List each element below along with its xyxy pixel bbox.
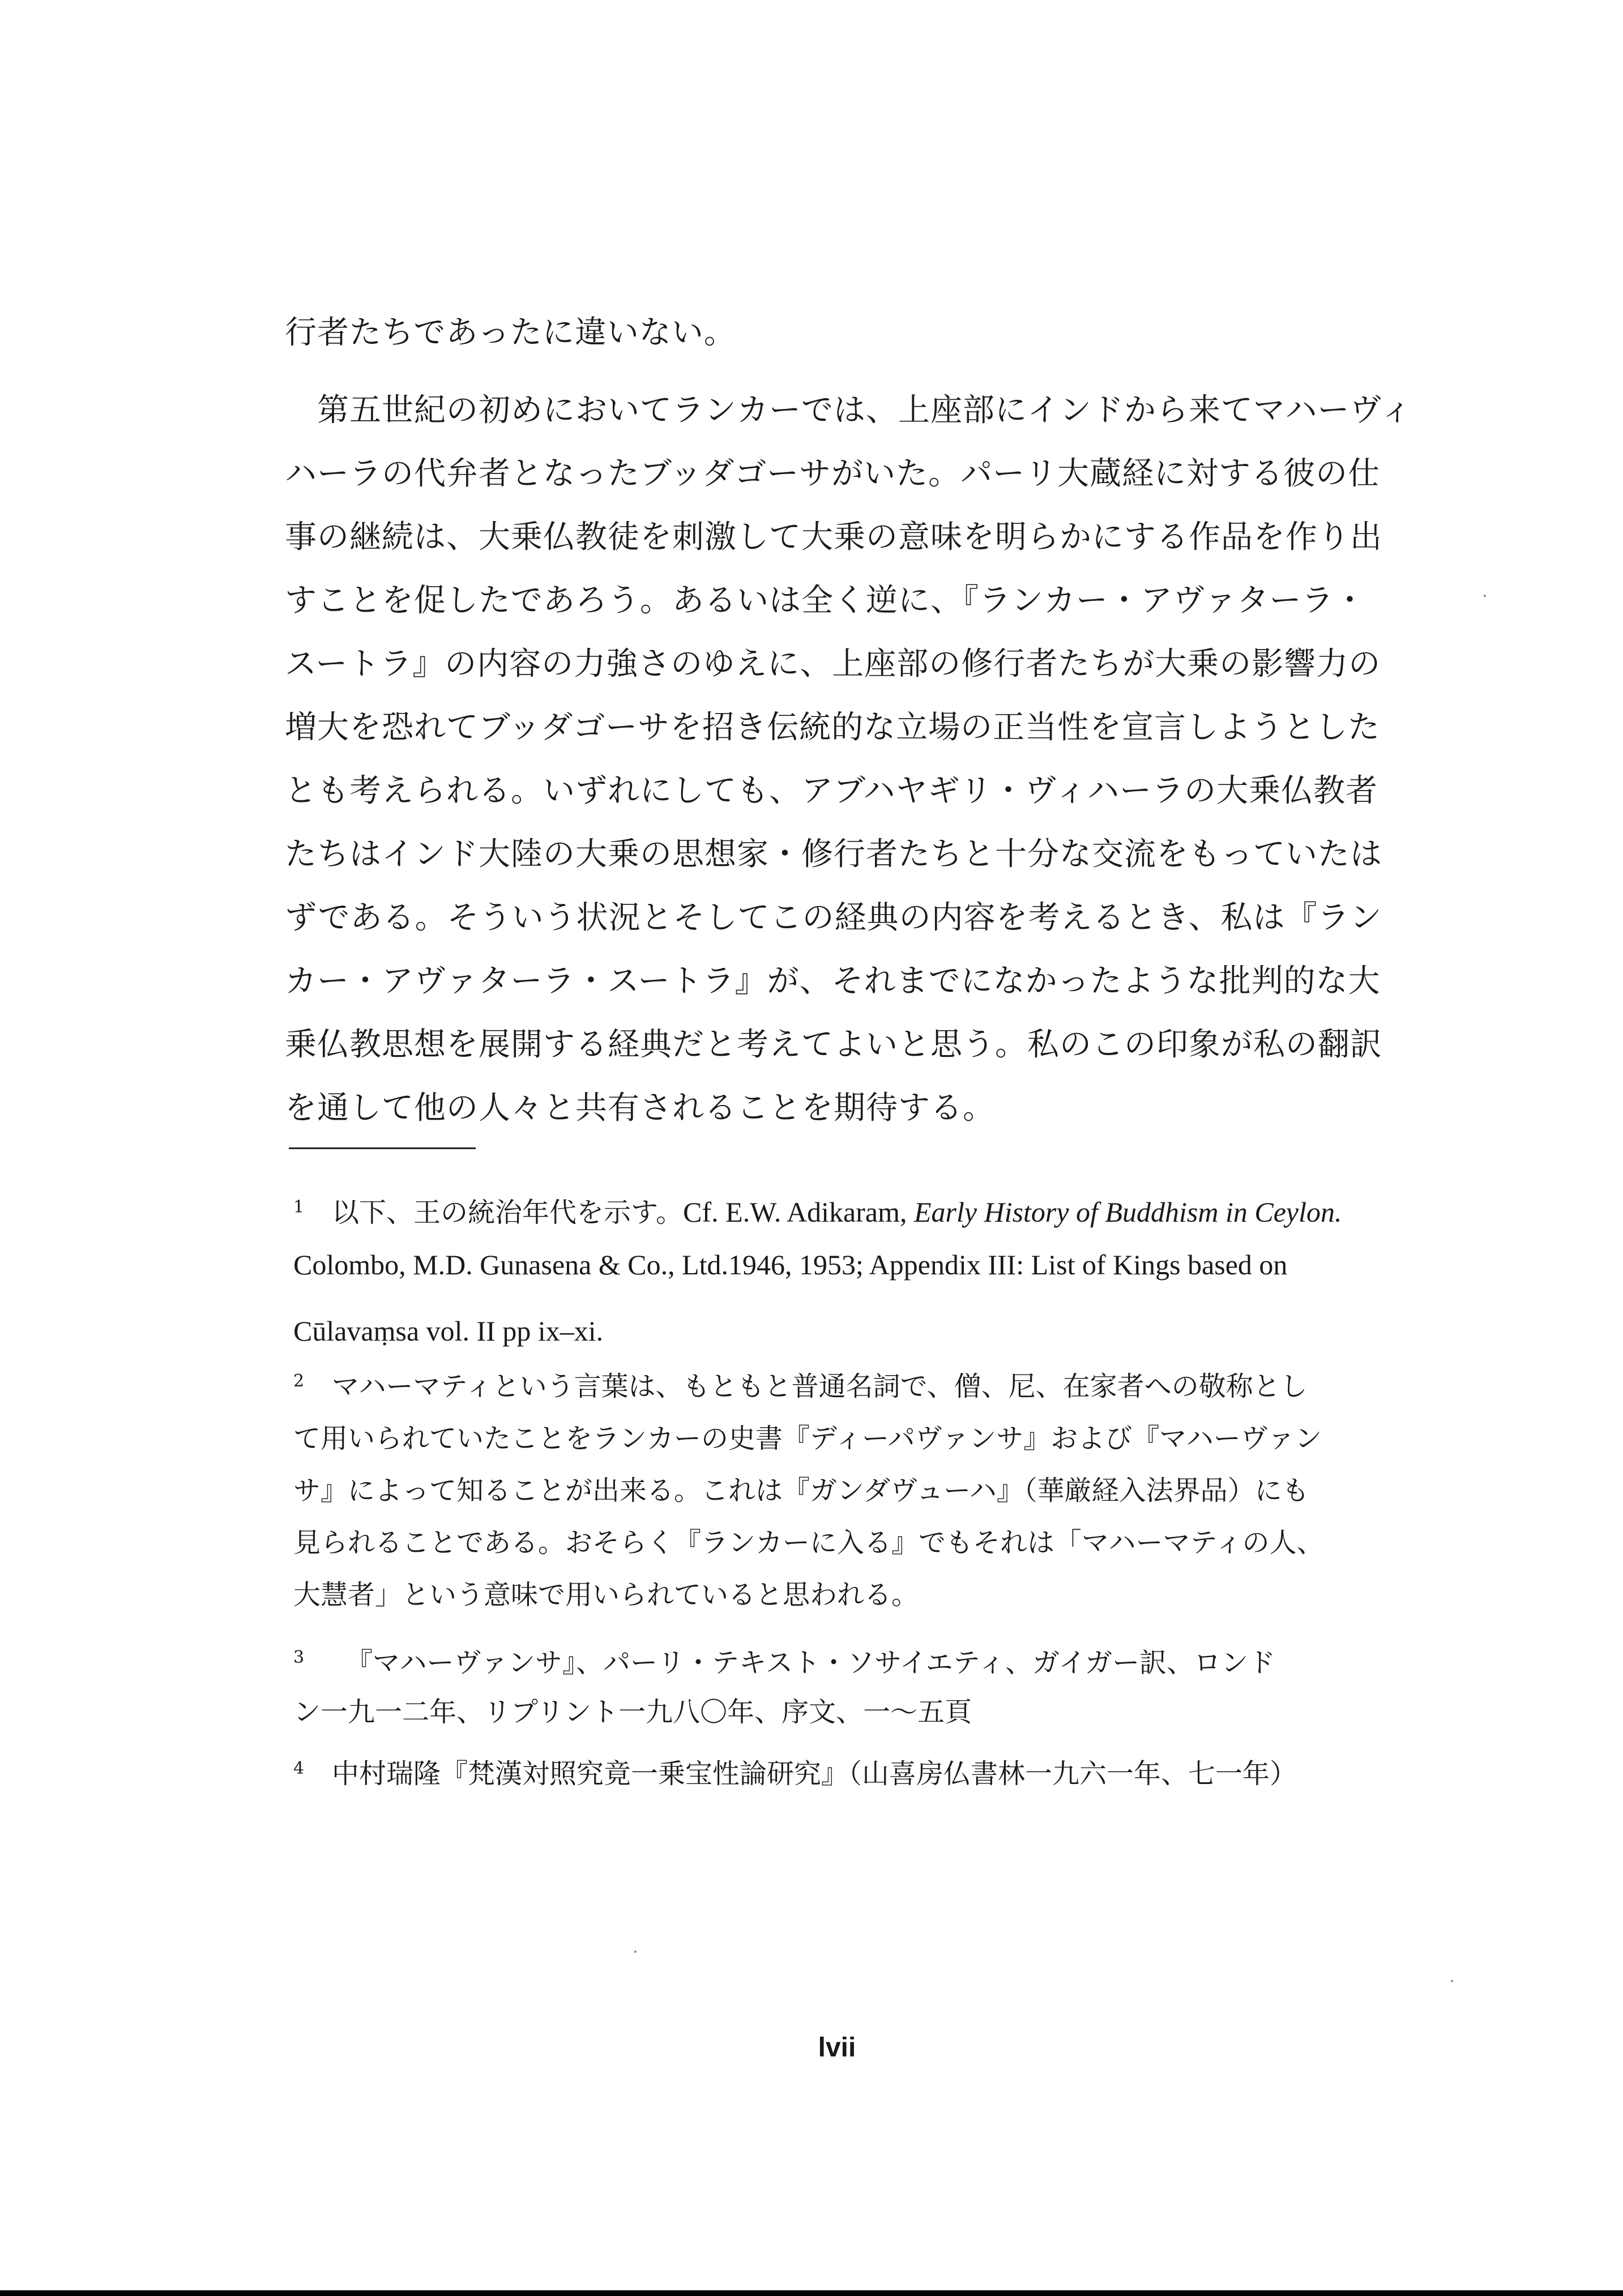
- page-number: lvii: [818, 2033, 856, 2063]
- body-line-5: すことを促したであろう。あるいは全く逆に、『ランカー・アヴァターラ・: [285, 582, 1366, 619]
- footnote-2: [293, 1369, 1386, 1407]
- scan-edge-bar: [0, 2290, 1623, 2296]
- body-line-12: 乗仏教思想を展開する経典だと考えてよいと思う。私のこの印象が私の翻訳: [285, 1026, 1382, 1063]
- footnote-number: 3: [293, 1648, 305, 1667]
- body-line-9: たちはインド大陸の大乗の思想家・修行者たちと十分な交流をもっていたは: [285, 836, 1382, 873]
- footnote-2-line-5: 大慧者」という意味で用いられていると思われる。: [293, 1579, 919, 1611]
- footnote-2-line-4: 見られることである。おそらく『ランカーに入る』でもそれは「マハーマティの人、: [293, 1527, 1324, 1559]
- footnote-number: 1: [293, 1197, 305, 1217]
- body-line-8: とも考えられる。いずれにしても、アブハヤギリ・ヴィハーラの大乗仏教者: [285, 773, 1378, 809]
- scan-speck: [1451, 1980, 1453, 1982]
- footnote-1-lead: 以下、王の統治年代を示す。: [332, 1197, 684, 1228]
- body-line-6: スートラ』の内容の力強さのゆえに、上座部の修行者たちが大乗の影響力の: [285, 646, 1381, 682]
- footnote-separator: [289, 1147, 476, 1149]
- body-line-13: を通して他の人々と共有されることを期待する。: [285, 1090, 995, 1126]
- footnote-number: 4: [293, 1759, 305, 1778]
- body-line-3: ハーラの代弁者となったブッダゴーサがいた。パーリ大蔵経に対する彼の仕: [285, 455, 1381, 492]
- footnote-1: [293, 1195, 1386, 1234]
- footnote-4-text: 中村瑞隆『梵漢対照究竟一乗宝性論研究』（山喜房仏書林一九六一年、七一年）: [332, 1758, 1297, 1790]
- footnote-1-book-title: Early History of Buddhism in Ceylon.: [913, 1196, 1342, 1228]
- footnote-3: [293, 1646, 1386, 1684]
- footnote-4: [293, 1757, 1386, 1795]
- footnote-1-cf: Cf. E.W. Adikaram,: [683, 1196, 914, 1228]
- footnote-1-line-3: Cūlavaṃsa vol. II pp ix–xi.: [293, 1315, 604, 1347]
- footnote-number: 2: [293, 1371, 305, 1391]
- body-line-10: ずである。そういう状況とそしてこの経典の内容を考えるとき、私は『ラン: [285, 899, 1382, 936]
- footnote-3-line-1: 『マハーヴァンサ』、パーリ・テキスト・ソサイエティ、ガイガー訳、ロンド: [332, 1647, 1276, 1679]
- scan-speck: [634, 1951, 637, 1953]
- scan-speck: [1484, 595, 1486, 597]
- footnote-2-line-2: て用いられていたことをランカーの史書『ディーパヴァンサ』および『マハーヴァン: [293, 1423, 1322, 1454]
- body-line-4: 事の継続は、大乗仏教徒を刺激して大乗の意味を明らかにする作品を作り出: [285, 519, 1382, 556]
- footnote-2-line-3: サ』によって知ることが出来る。これは『ガンダヴューハ』（華厳経入法界品）にも: [293, 1475, 1309, 1507]
- body-line-1: 行者たちであったに違いない。: [285, 314, 736, 351]
- footnote-1-line-2: Colombo, M.D. Gunasena & Co., Ltd.1946, 1953; Appendix III: List of Kings based on: [293, 1249, 1288, 1281]
- body-line-11: カー・アヴァターラ・スートラ』が、それまでになかったような批判的な大: [285, 963, 1381, 1000]
- body-line-2: 第五世紀の初めにおいてランカーでは、上座部にインドから来てマハーヴィ: [285, 392, 1413, 429]
- body-line-7: 増大を恐れてブッダゴーサを招き伝統的な立場の正当性を宣言しようとした: [285, 709, 1381, 746]
- footnote-3-line-2: ン一九一二年、リプリント一九八〇年、序文、一～五頁: [293, 1696, 972, 1728]
- footnote-2-line-1: マハーマティという言葉は、もともと普通名詞で、僧、尼、在家者への敬称とし: [332, 1371, 1308, 1402]
